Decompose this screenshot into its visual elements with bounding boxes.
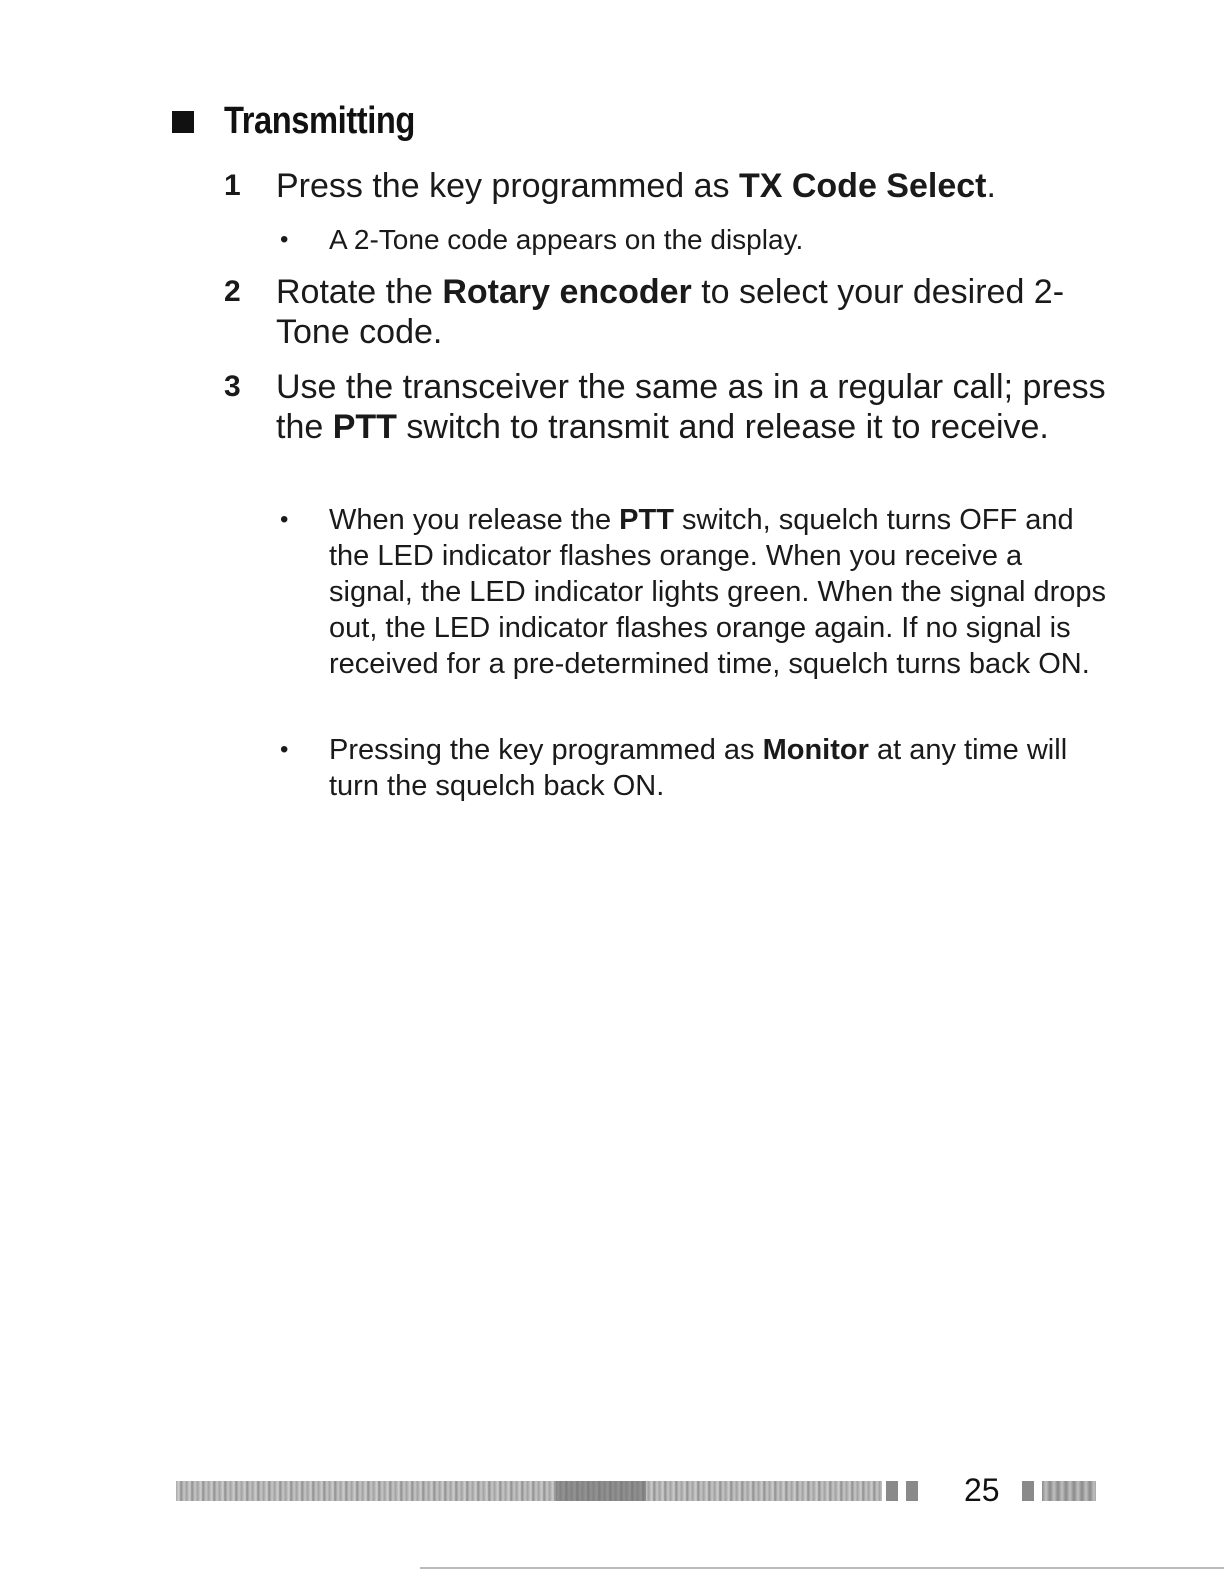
step-text: Use the transceiver the same as in a regular call; press the PTT switch to transmit and release it to receive. <box>276 368 1106 446</box>
step-number: 1 <box>224 169 241 202</box>
switch-name: PTT <box>332 408 397 446</box>
footer-block <box>886 1481 898 1501</box>
bullet-text: Pressing the key programmed as Monitor at any time will turn the squelch back ON. <box>329 734 1068 802</box>
step-number: 3 <box>224 370 241 403</box>
footer-block <box>906 1481 918 1501</box>
page-number: 25 <box>964 1472 1000 1508</box>
section-title: Transmitting <box>224 100 415 142</box>
step-text: Rotate the Rotary encoder to select your desired 2-Tone code. <box>276 273 1065 351</box>
control-name: Rotary encoder <box>442 273 692 311</box>
square-bullet-icon <box>172 111 194 133</box>
footer-block <box>1022 1481 1034 1501</box>
bottom-rule <box>420 1567 1224 1569</box>
key-name: Monitor <box>762 734 869 766</box>
bullet-text: When you release the PTT switch, squelch turns OFF and the LED indicator flashes orange. When you receive a signal, the LED indicator lights green. When the signal drops out, the LED indicator flashes orange again. If no signal is received for a pre-determined time, squelch turns back ON. <box>329 504 1106 680</box>
bullet-dot: • <box>280 736 289 763</box>
step-text: Press the key programmed as TX Code Select. <box>276 167 996 205</box>
bullet-dot: • <box>280 226 289 253</box>
key-name: TX Code Select <box>738 167 987 205</box>
footer-decorative-bar <box>176 1481 882 1501</box>
footer-block <box>1042 1481 1096 1501</box>
bullet-dot: • <box>280 506 289 533</box>
bullet-text: A 2-Tone code appears on the display. <box>329 224 804 255</box>
section-heading <box>172 100 446 143</box>
step-number: 2 <box>224 275 241 308</box>
switch-name: PTT <box>619 504 674 536</box>
